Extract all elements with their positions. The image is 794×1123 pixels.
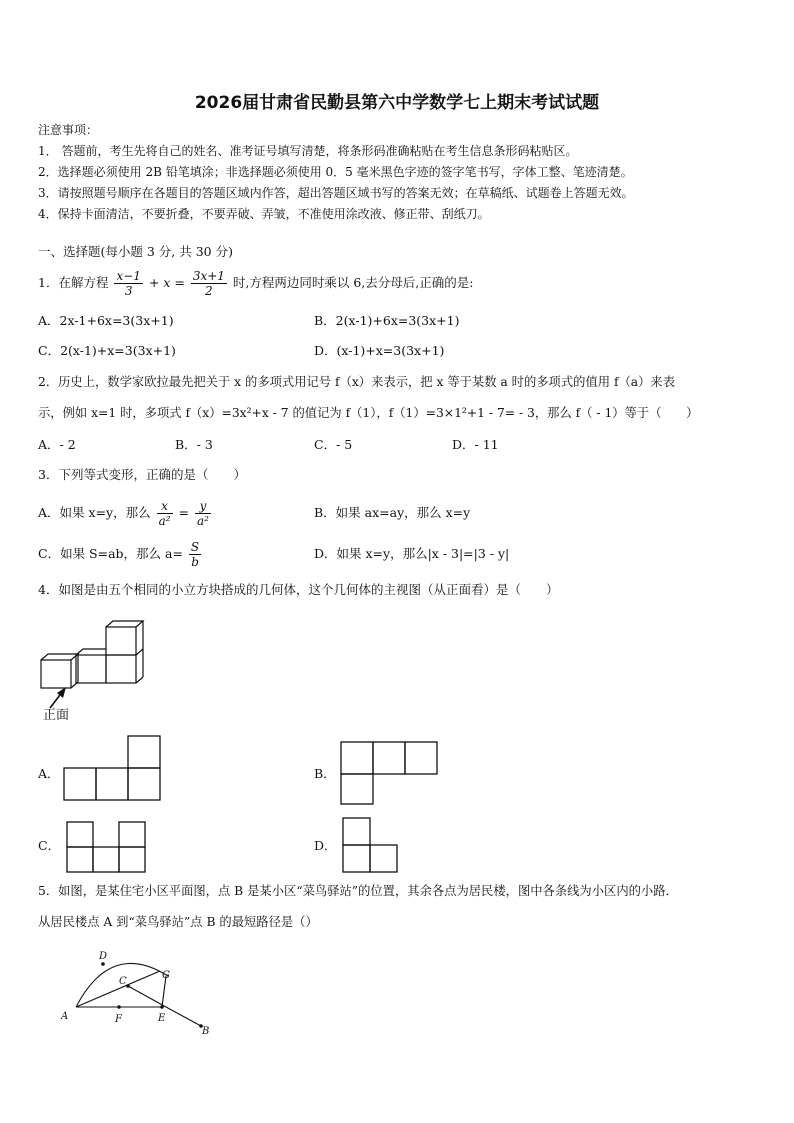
point-e-label: E xyxy=(158,1013,166,1024)
q3-a-f1-den: a² xyxy=(158,514,171,528)
q3-a-fraction-1 xyxy=(157,499,173,528)
q2-option-c: C．- 5 xyxy=(314,437,353,452)
point-d-label: D xyxy=(99,951,108,962)
q3-c-f-num: S xyxy=(190,540,200,554)
q1-suffix: 时,方程两边同时乘以 6,去分母后,正确的是: xyxy=(232,275,474,290)
q4-cube-figure xyxy=(36,618,148,722)
q2-line-1: 2．历史上，数学家欧拉最先把关于 x 的多项式用记号 f（x）来表示，把 x 等于某数 a 时的多项式的值用 f（a）来表 xyxy=(38,375,676,389)
q3-c-f-den: b xyxy=(191,555,199,569)
q3-a-f1-num: x xyxy=(157,499,173,514)
q5-path-lines xyxy=(76,963,201,1026)
q1-fraction-2 xyxy=(191,269,227,298)
q3-option-d: D．如果 x=y，那么|x - 3|=|3 - y| xyxy=(314,546,510,561)
q4-option-c-figure xyxy=(65,820,149,874)
q4-option-a-label: A． xyxy=(38,766,60,781)
q2-option-a: A．- 2 xyxy=(38,437,76,452)
q3-option-b: B．如果 ax=ay，那么 x=y xyxy=(314,505,471,520)
q1-f2-den: 2 xyxy=(205,284,213,298)
point-c-label: C xyxy=(119,976,127,987)
notice-item: 3．请按照题号顺序在各题目的答题区域内作答，超出答题区域书写的答案无效；在草稿纸、试题卷上答题无效。 xyxy=(38,186,634,200)
q1-f1-den: 3 xyxy=(124,284,133,298)
front-arrow-icon xyxy=(50,687,66,708)
point-e-dot xyxy=(160,1005,164,1009)
point-f-label: F xyxy=(115,1014,122,1025)
q1-option-c: C．2(x-1)+x=3(3x+1) xyxy=(38,343,176,358)
q3-a-eq: = xyxy=(178,505,190,520)
q1-option-d: D．(x-1)+x=3(3x+1) xyxy=(314,343,445,358)
notice-item: 1． 答题前，考生先将自己的姓名、准考证号填写清楚，将条形码准确粘贴在考生信息条形码粘贴区。 xyxy=(38,144,578,158)
q4-option-a-figure xyxy=(62,734,162,804)
q5-line-2: 从居民楼点 A 到“菜鸟驿站”点 B 的最短路径是（） xyxy=(38,915,318,929)
q3-option-c xyxy=(38,537,203,571)
point-f-dot xyxy=(117,1005,121,1009)
q3-c-fraction xyxy=(189,540,201,569)
q1-option-b: B．2(x-1)+6x=3(3x+1) xyxy=(314,313,460,328)
point-c-dot xyxy=(126,984,130,988)
point-g-label: G xyxy=(162,970,170,981)
q1-f2-num: 3x+1 xyxy=(192,269,225,283)
q2-option-b: B．- 3 xyxy=(175,437,213,452)
q2-option-d: D．- 11 xyxy=(452,437,499,452)
notice-block xyxy=(38,120,634,225)
q3-a-fraction-2 xyxy=(195,499,211,528)
q4-option-d-label: D． xyxy=(314,838,337,853)
cube-drawing xyxy=(41,621,143,688)
page-title: 2026届甘肃省民勤县第六中学数学七上期末考试试题 xyxy=(194,93,600,113)
q5-path-figure xyxy=(56,946,216,1038)
section-heading: 一、选择题(每小题 3 分, 共 30 分) xyxy=(38,244,233,259)
q1-mid: + x = xyxy=(148,275,185,290)
q4-option-b-label: B． xyxy=(314,766,336,781)
q4-option-b-figure xyxy=(339,740,439,806)
notice-heading: 注意事项： xyxy=(38,123,99,137)
q4-stem: 4．如图是由五个相同的小立方块搭成的几何体，这个几何体的主视图（从正面看）是（ ） xyxy=(38,582,559,597)
notice-item: 4．保持卡面清洁，不要折叠，不要弄破、弄皱，不准使用涂改液、修正带、刮纸刀。 xyxy=(38,207,490,221)
q3-option-a xyxy=(38,496,213,530)
q3-stem: 3．下列等式变形，正确的是（ ） xyxy=(38,467,246,482)
point-b-label: B xyxy=(202,1026,210,1037)
q4-option-d-figure xyxy=(341,816,399,874)
q3-a-f2-den: a² xyxy=(197,514,209,528)
q4-option-c-label: C． xyxy=(38,838,61,853)
q3-c-prefix: C．如果 S=ab，那么 a= xyxy=(38,546,183,561)
q3-a-prefix: A．如果 x=y，那么 xyxy=(38,505,151,520)
q2-line-2: 示，例如 x=1 时，多项式 f（x）=3x²+x - 7 的值记为 f（1），f（1）=3×1²+1 - 7= - 3，那么 f（ - 1）等于（ ） xyxy=(38,406,699,420)
q1-f1-num: x−1 xyxy=(116,269,141,283)
point-d-dot xyxy=(101,962,105,966)
q1-fraction-1 xyxy=(114,269,142,298)
q1-option-a: A．2x-1+6x=3(3x+1) xyxy=(38,313,174,328)
q5-line-1: 5．如图，是某住宅小区平面图，点 B 是某小区“菜鸟驿站”的位置，其余各点为居民楼，图中各条线为小区内的小路． xyxy=(38,884,678,898)
q3-a-f2-num: y xyxy=(195,499,211,514)
q1-prefix: 1．在解方程 xyxy=(38,275,109,290)
q1-stem xyxy=(38,266,473,300)
point-a-label: A xyxy=(61,1011,69,1022)
front-label: 正面 xyxy=(43,708,70,722)
notice-item: 2．选择题必须使用 2B 铅笔填涂；非选择题必须使用 0．5 毫米黑色字迹的签字笔书写，字体工整、笔迹清楚。 xyxy=(38,165,633,179)
